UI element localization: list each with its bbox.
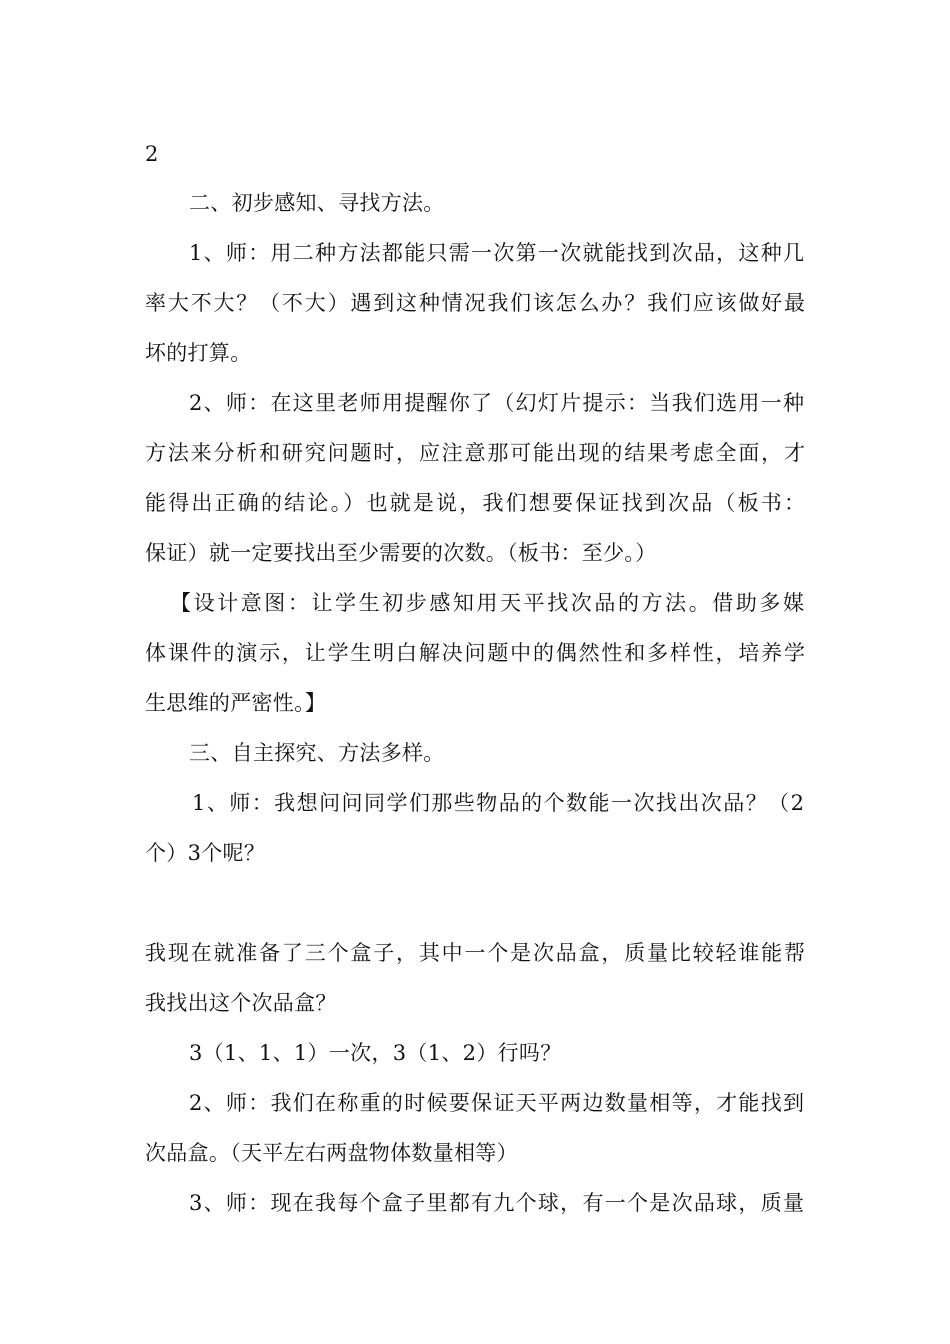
- paragraph-line: 坏的打算。: [145, 341, 252, 365]
- design-intent-line: 【设计意图：让学生初步感知用天平找次品的方法。借助多媒: [170, 591, 804, 615]
- paragraph-line: 率大不大？（不大）遇到这种情况我们该怎么办？我们应该做好最: [145, 291, 805, 315]
- paragraph-line: 我现在就准备了三个盒子，其中一个是次品盒，质量比较轻谁能帮: [145, 941, 805, 965]
- paragraph-line: 3、师：现在我每个盒子里都有九个球，有一个是次品球，质量: [189, 1191, 804, 1215]
- paragraph-line: 能得出正确的结论。）也就是说，我们想要保证找到次品（板书：: [145, 491, 805, 515]
- paragraph-line: 我找出这个次品盒？: [145, 991, 337, 1015]
- paragraph-line: 1、师：我想问问同学们那些物品的个数能一次找出次品？（2: [192, 791, 804, 815]
- paragraph-line: 次品盒。（天平左右两盘物体数量相等）: [145, 1141, 518, 1165]
- paragraph-line: 1、师：用二种方法都能只需一次第一次就能找到次品，这种几: [189, 241, 804, 265]
- section-heading-2: 二、初步感知、寻找方法。: [189, 191, 445, 215]
- design-intent-line: 体课件的演示，让学生明白解决问题中的偶然性和多样性，培养学: [145, 641, 805, 665]
- section-heading-3: 三、自主探究、方法多样。: [189, 741, 445, 765]
- paragraph-line: 3（1、1、1）一次，3（1、2）行吗？: [189, 1041, 562, 1065]
- paragraph-line: 2、师：在这里老师用提醒你了（幻灯片提示：当我们选用一种: [189, 391, 804, 415]
- paragraph-line: 个）3个呢？: [145, 841, 266, 865]
- paragraph-line: 保证）就一定要找出至少需要的次数。（板书：至少。）: [145, 541, 657, 565]
- page-number: 2: [145, 142, 159, 166]
- paragraph-line: 方法来分析和研究问题时，应注意那可能出现的结果考虑全面，才: [145, 441, 805, 465]
- paragraph-line: 2、师：我们在称重的时候要保证天平两边数量相等，才能找到: [189, 1091, 804, 1115]
- design-intent-line: 生思维的严密性。】: [145, 691, 327, 715]
